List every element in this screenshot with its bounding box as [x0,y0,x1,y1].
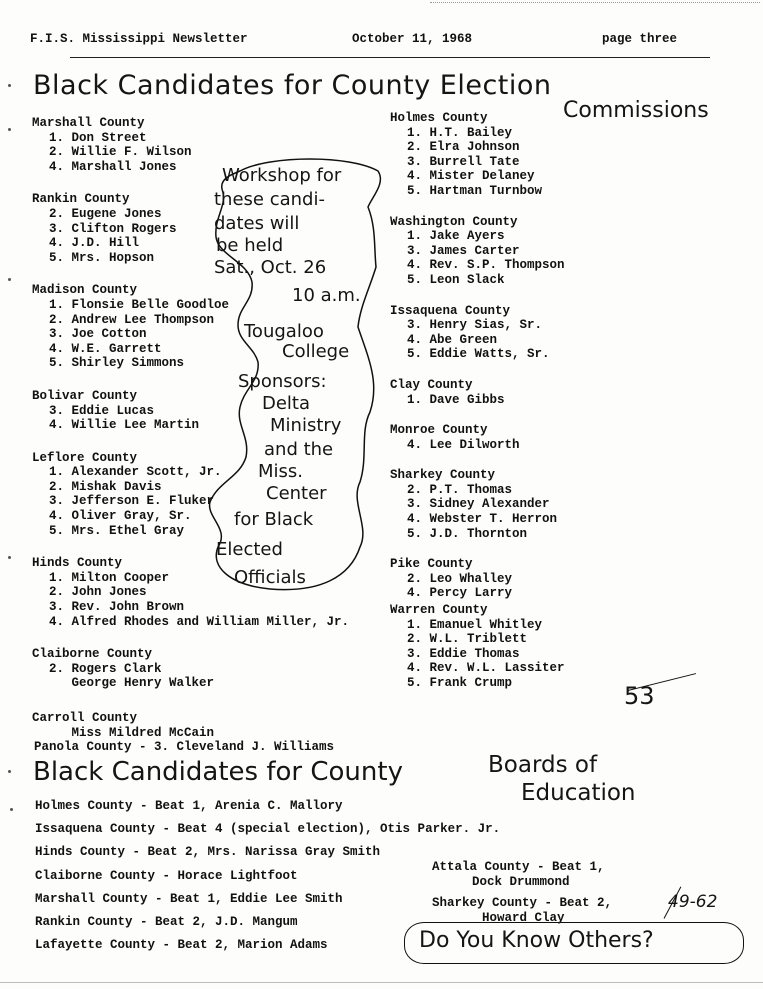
board-candidate-entry: Claiborne County - Horace Lightfoot [35,868,298,883]
workshop-note-line: Officials [234,567,306,588]
county-gap [390,288,750,304]
county-name: Pike County [390,557,473,572]
county-gap [390,199,750,215]
section-title-continuation: Commissions [563,98,709,123]
candidate-entry: 1. H.T. Bailey [407,125,513,140]
workshop-note-line: dates will [214,213,300,234]
workshop-note-line: Ministry [270,415,342,436]
county-gap [390,541,750,557]
workshop-note-line: College [282,341,350,362]
sharkey-county-entry [432,896,612,925]
candidate-entry: 1. Emanuel Whitley [407,617,543,632]
candidate-entry: 3. Joe Cotton [49,327,147,342]
candidate-entry: 4. Lee Dilworth [407,437,520,452]
candidate-entry: 2. P.T. Thomas [407,482,513,497]
county-gap [390,407,750,423]
candidate-entry: 4. Rev. S.P. Thompson [407,258,565,273]
candidate-entry: 5. Shirley Simmons [49,356,185,371]
board-candidate-entry: Hinds County - Beat 2, Mrs. Narissa Gray Smith [35,845,381,860]
workshop-note-line: for Black [234,509,314,530]
candidate-entry: 4. Rev. W.L. Lassiter [407,661,565,676]
board-candidate-entry: Holmes County - Beat 1, Arenia C. Mallory [35,799,343,813]
candidate-entry: 4. W.E. Garrett [49,341,162,356]
workshop-note-line: Delta [262,393,311,414]
candidate-entry: 2. W.L. Triblett [407,632,528,647]
candidate-entry: 3. James Carter [407,243,520,258]
candidate-entry: 5. Eddie Watts, Sr. [407,347,550,362]
county-name: Carroll County [32,711,138,725]
workshop-note-line: Miss. [258,461,304,482]
candidate-entry: 2. Leo Whalley [407,571,513,586]
candidate-entry: 3. Eddie Lucas [49,403,155,418]
candidate-entry: 4. Marshall Jones [49,159,177,174]
candidate-entry: 3. Clifton Rogers [49,221,177,236]
margin-dot [8,84,11,87]
county-name: Leflore County [32,450,138,465]
margin-dot [8,556,11,559]
margin-dot [10,808,13,811]
candidate-entry: 2. John Jones [49,585,147,600]
candidate-entry: 1. Alexander Scott, Jr. [49,465,222,480]
candidate-entry: 1. Flonsie Belle Goodloe [49,297,230,312]
candidate-entry: 4. Percy Larry [407,586,513,601]
candidate-entry: 1. Jake Ayers [407,229,505,244]
issue-date: October 11, 1968 [352,32,473,46]
workshop-note-line: Tougaloo [244,321,324,342]
county-name: Monroe County [390,423,488,438]
header-rule [70,57,710,58]
attala-line-1: Attala County - Beat 1, [432,860,605,874]
candidate-entry: 2. Eugene Jones [49,206,162,221]
workshop-note-line: Elected [216,539,283,560]
handwritten-ratio-mark: 49-62 [668,892,718,912]
callout-text: Do You Know Others? [419,928,654,953]
board-candidate-entry: Issaquena County - Beat 4 (special election), Otis Parker. Jr. [35,822,501,837]
candidate-entry: 4. J.D. Hill [49,236,140,251]
section-title-boards-of-education: Black Candidates for County [33,757,403,787]
board-candidate-entry: Lafayette County - Beat 2, Marion Adams [35,938,328,953]
candidate-entry: 2. Rogers Clark [49,661,162,676]
county-name: Rankin County [32,192,130,207]
workshop-note-line: Sponsors: [238,371,327,392]
margin-dot [8,128,11,131]
county-name: Warren County [390,603,488,618]
sharkey-line-1: Sharkey County - Beat 2, [432,896,613,910]
county-name: Issaquena County [390,303,511,318]
section-title-education: Education [521,780,636,806]
page-number: page three [602,32,678,46]
panola-county-entry: Panola County - 3. Cleveland J. Williams [34,740,335,754]
candidate-entry: 1. Don Street [49,130,147,145]
workshop-note-line: Center [266,483,327,504]
candidate-entry: 2. Elra Johnson [407,140,520,155]
candidate-entry: 3. Eddie Thomas [407,646,520,661]
candidate-entry: 5. Frank Crump [407,676,513,690]
sharkey-line-2: Howard Clay [482,910,565,925]
county-name: Holmes County [390,111,488,125]
board-candidate-entry: Rankin County - Beat 2, J.D. Mangum [35,914,298,929]
candidate-entry: 3. Rev. John Brown [49,600,185,615]
candidate-entry: 5. Mrs. Hopson [49,250,155,265]
workshop-note-line: be held [216,235,284,256]
workshop-note-line: and the [264,439,334,460]
county-name: Marshall County [32,116,145,130]
workshop-note-line: Sat., Oct. 26 [214,257,327,278]
county-name: Madison County [32,283,138,298]
workshop-note-line: Workshop for [222,165,342,186]
right-county-column [390,111,750,691]
candidate-entry: 5. Mrs. Ethel Gray [49,523,185,538]
candidate-entry: 4. Oliver Gray, Sr. [49,509,192,524]
candidate-entry: 1. Milton Cooper [49,570,170,585]
candidate-entry: 4. Webster T. Herron [407,512,558,527]
bottom-rule [0,982,763,983]
candidate-entry: 1. Dave Gibbs [407,392,505,407]
candidate-entry: 5. J.D. Thornton [407,526,528,541]
candidate-entry: 2. Andrew Lee Thompson [49,312,215,327]
margin-dot [8,770,11,773]
county-name: Washington County [390,214,518,229]
county-name: Hinds County [32,556,123,571]
section-title-election-commissions: Black Candidates for County Election [33,70,552,101]
candidate-entry: 3. Henry Sias, Sr. [407,318,543,333]
candidate-entry: 3. Sidney Alexander [407,497,550,512]
workshop-note-line: these candi- [214,189,325,210]
candidate-entry: 4. Abe Green [407,332,498,347]
attala-line-2: Dock Drummond [472,874,570,889]
candidate-entry: George Henry Walker [49,676,215,691]
county-gap [390,362,750,378]
candidate-entry: 5. Hartman Turnbow [407,183,543,198]
workshop-note-line: 10 a.m. [292,285,361,306]
candidate-entry: 2. Mishak Davis [49,479,162,494]
candidate-entry: Miss Mildred McCain [49,725,215,740]
county-gap [32,629,392,647]
candidate-entry: 4. Willie Lee Martin [49,418,200,433]
handwritten-page-mark: 53 [624,682,655,710]
section-title-boards-of: Boards of [488,752,598,778]
candidate-entry: 4. Alfred Rhodes and William Miller, Jr. [49,614,350,629]
county-name: Sharkey County [390,468,496,483]
workshop-handwritten-note [200,157,390,597]
county-gap [32,691,392,711]
county-gap [390,452,750,468]
candidate-entry: 2. Willie F. Wilson [49,145,192,160]
candidate-entry: 4. Mister Delaney [407,169,535,184]
newsletter-name: F.I.S. Mississippi Newsletter [30,32,248,46]
county-name: Bolivar County [32,388,138,403]
county-name: Clay County [390,377,473,392]
county-name: Claiborne County [32,647,153,662]
do-you-know-others-callout [404,922,744,964]
margin-dot [8,278,11,281]
top-dotted-edge [430,2,760,3]
candidate-entry: 3. Burrell Tate [407,154,520,169]
candidate-entry: 3. Jefferson E. Fluker [49,494,215,509]
attala-county-entry [432,860,605,889]
board-candidate-entry: Marshall County - Beat 1, Eddie Lee Smith [35,891,343,906]
candidate-entry: 5. Leon Slack [407,272,505,287]
